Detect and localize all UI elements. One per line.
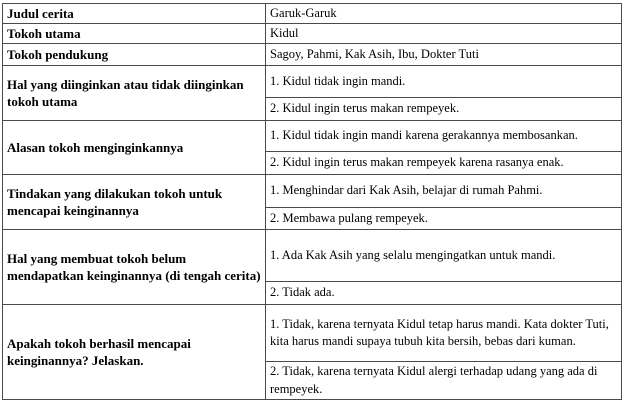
table-row (3, 66, 622, 98)
table-row (3, 305, 622, 362)
story-analysis-table (2, 3, 622, 400)
row-value: Kidul (266, 24, 622, 44)
table-row (3, 4, 622, 24)
row-label: Hal yang membuat tokoh belum mendapatkan keinginannya (di tengah cerita) (3, 230, 266, 305)
row-value: 2. Kidul ingin terus makan rempeyek. (266, 98, 622, 121)
row-label: Apakah tokoh berhasil mencapai keinginannya? Jelaskan. (3, 305, 266, 400)
row-value: 1. Kidul tidak ingin mandi karena gerakannya membosankan. (266, 121, 622, 152)
row-label: Judul cerita (3, 4, 266, 24)
table-row (3, 44, 622, 66)
row-label: Alasan tokoh menginginkannya (3, 121, 266, 175)
row-value: 2. Tidak, karena ternyata Kidul alergi terhadap udang yang ada di rempeyek. (266, 362, 622, 400)
row-value: 1. Ada Kak Asih yang selalu mengingatkan untuk mandi. (266, 230, 622, 282)
row-value: 1. Kidul tidak ingin mandi. (266, 66, 622, 98)
table-row (3, 230, 622, 282)
row-label: Hal yang diinginkan atau tidak diinginkan tokoh utama (3, 66, 266, 121)
row-value: 2. Kidul ingin terus makan rempeyek karena rasanya enak. (266, 152, 622, 175)
row-value: 2. Tidak ada. (266, 282, 622, 305)
table-row (3, 24, 622, 44)
table-row (3, 121, 622, 152)
row-value: Garuk-Garuk (266, 4, 622, 24)
row-label: Tokoh utama (3, 24, 266, 44)
row-label: Tindakan yang dilakukan tokoh untuk mencapai keinginannya (3, 175, 266, 230)
row-value: Sagoy, Pahmi, Kak Asih, Ibu, Dokter Tuti (266, 44, 622, 66)
table-row (3, 175, 622, 208)
row-value: 2. Membawa pulang rempeyek. (266, 208, 622, 230)
row-label: Tokoh pendukung (3, 44, 266, 66)
row-value: 1. Tidak, karena ternyata Kidul tetap harus mandi. Kata dokter Tuti, kita harus mandi supaya tubuh kita bersih, bebas dari kuman. (266, 305, 622, 362)
row-value: 1. Menghindar dari Kak Asih, belajar di rumah Pahmi. (266, 175, 622, 208)
